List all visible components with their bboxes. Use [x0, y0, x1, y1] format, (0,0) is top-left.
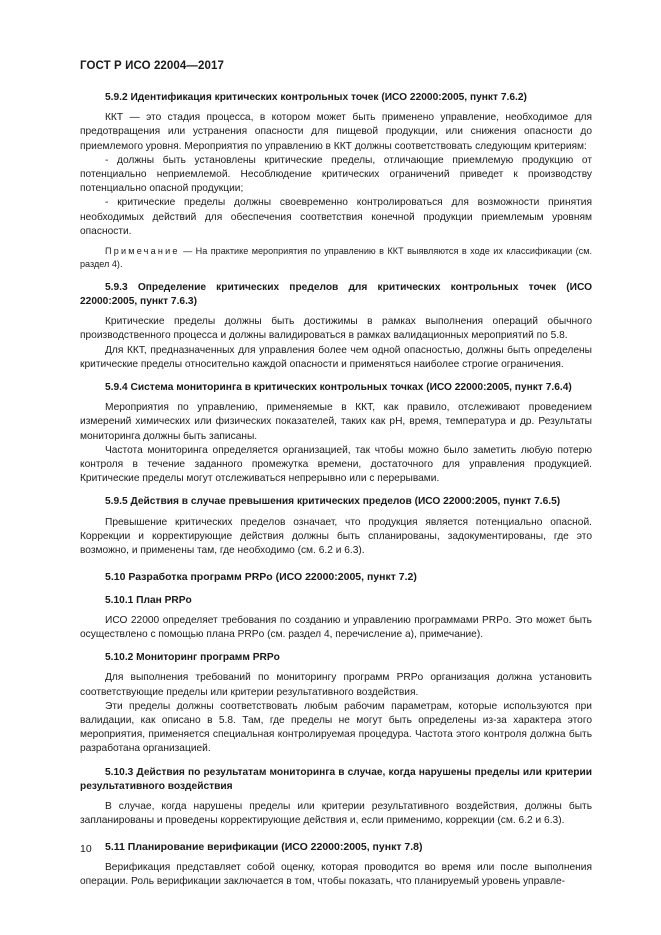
section-5-10: [80, 570, 592, 584]
section-5-9-5: [80, 495, 592, 558]
note-text: — На практике мероприятия по управлению в ККТ выявляются в ходе их классификации (см. раздел 4).: [80, 246, 592, 270]
paragraph: Для выполнения требований по мониторингу программ PRPo организация должна установить соответствующие пределы или критерии результативного воздействия.: [80, 672, 592, 698]
section-heading: 5.9.2 Идентификация критических контрольных точек (ИСО 22000:2005, пункт 7.6.2): [105, 92, 527, 103]
section-5-9-3: [80, 281, 592, 372]
section-heading: 5.9.3 Определение критических пределов для критических контрольных точек (ИСО 22000:2005, пункт 7.6.3): [80, 281, 592, 308]
list-item: - должны быть установлены критические пределы, отличающие приемлемую продукцию от потенциально неприемлемой. Несоблюдение критических ограничений приведет к производству потенциально опасной продукции;: [80, 154, 592, 195]
section-5-10-2: [80, 651, 592, 756]
section-5-9-2: [80, 91, 592, 272]
section-heading: 5.10.3 Действия по результатам мониторинга в случае, когда нарушены пределы или критерии результативного воздействия: [80, 766, 592, 792]
section-5-10-3: [80, 766, 592, 829]
section-heading: 5.9.4 Система мониторинга в критических контрольных точках (ИСО 22000:2005, пункт 7.6.4): [105, 382, 572, 394]
section-heading: 5.10 Разработка программ PRPo (ИСО 22000:2005, пункт 7.2): [105, 571, 417, 584]
section-heading: 5.11 Планирование верификации (ИСО 22000:2005, пункт 7.8): [105, 841, 423, 854]
paragraph: Мероприятия по управлению, применяемые в ККТ, как правило, отслеживают проведением измерений химических или физических показателей, таких как pH, время, температура и др. Результаты мониторинга должны быть записаны.: [80, 402, 592, 442]
paragraph: Критические пределы должны быть достижимы в рамках выполнения операций обычного производственного процесса и должны валидироваться в рамках валидационных мероприятий по 5.8.: [80, 316, 592, 342]
paragraph: Эти пределы должны соответствовать любым рабочим параметрам, которые используются при валидации, как описано в 5.8. Там, где пределы не могут быть определены из-за характера этого мероприятия, применяется специальная контролируемая процедура. Частота этого контроля должна быть разработана организацией.: [80, 700, 592, 755]
paragraph: ККТ — это стадия процесса, в котором может быть применено управление, необходимое для предотвращения или устранения опасности для пищевой продукции, или снижения опасности до приемлемого уровня. Мероприятия по управлению в ККТ должны соответствовать следующим критериям:: [80, 112, 592, 152]
paragraph: Частота мониторинга определяется организацией, так чтобы можно было заметить любую потерю контроля в течение заданного промежутка времени, достаточного для управления продукцией. Критические пределы могут отслеживаться непрерывно или с перерывами.: [80, 444, 592, 485]
list-item: - критические пределы должны своевременно контролироваться для возможности принятия необходимых действий для обеспечения соответствия конечной продукции приемлемым уровням опасности.: [80, 197, 592, 237]
paragraph: В случае, когда нарушены пределы или критерии результативного воздействия, должны быть запланированы и проведены корректирующие действия и, если применимо, коррекции (см. 6.2 и 6.3).: [80, 800, 592, 827]
section-heading: 5.9.5 Действия в случае превышения критических пределов (ИСО 22000:2005, пункт 7.6.5): [105, 496, 561, 508]
section-5-9-4: [80, 381, 592, 486]
section-heading: 5.10.2 Мониторинг программ PRPo: [105, 652, 280, 664]
document-header-title: ГОСТ Р ИСО 22004—2017: [80, 60, 225, 72]
paragraph: ИСО 22000 определяет требования по созданию и управлению программами PRPo. Это может быть осуществлено с помощью плана PRPo (см. раздел 4, перечисление а), примечание).: [80, 614, 592, 640]
paragraph: Верификация представляет собой оценку, которая проводится во время или после выполнения операции. Роль верификации заключается в том, чтобы показать, что планируемый уровень управле-: [80, 861, 592, 887]
page-number: 10: [80, 843, 92, 855]
section-5-11: [80, 840, 592, 889]
paragraph: Превышение критических пределов означает, что продукция является потенциально опасной. Коррекции и корректирующие действия должны быть спланированы, задокументированы, где это возможно, и применены там, где необходимо (см. 6.2 и 6.3).: [80, 516, 592, 557]
section-heading: 5.10.1 План PRPo: [105, 594, 192, 606]
note: [80, 245, 592, 272]
note-label: Примечание: [105, 246, 180, 257]
page-content: [80, 91, 592, 889]
paragraph: Для ККТ, предназначенных для управления более чем одной опасностью, должны быть определены критические пределы относительно каждой опасности и применяться наиболее строгие ограничения.: [80, 344, 592, 370]
section-5-10-1: [80, 594, 592, 643]
